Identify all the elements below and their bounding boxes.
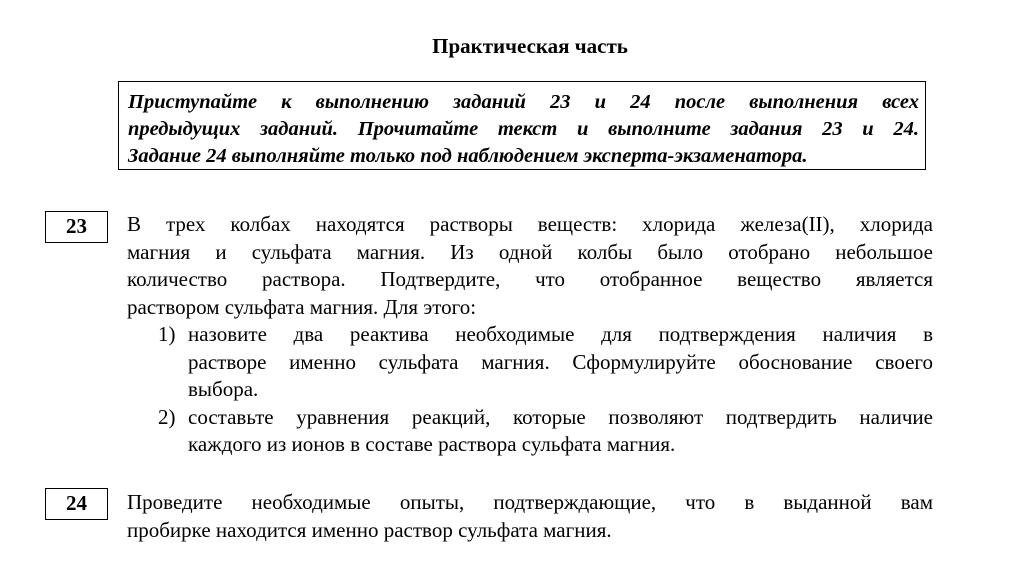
list-item-line: составьте уравнения реакций, которые позволяют подтвердить наличие (188, 404, 933, 429)
instructions-line: предыдущих заданий. Прочитайте текст и выполните задания 23 и 24. (128, 118, 919, 140)
task-23-intro-line: раствором сульфата магния. Для этого: (127, 294, 477, 319)
task-23-text (127, 211, 933, 459)
list-item-line: назовите два реактива необходимые для подтверждения наличия в (188, 322, 933, 346)
task-23-intro-line: магния и сульфата магния. Из одной колбы было отобрано небольшое (127, 239, 933, 264)
task-23-list-item-2 (127, 404, 933, 459)
list-item-line: каждого из ионов в составе раствора сульфата магния. (188, 432, 676, 456)
task-24-line: Проведите необходимые опыты, подтверждающие, что в выданной вам (127, 490, 933, 514)
task-24-text (127, 489, 933, 544)
instructions-box (118, 81, 926, 170)
instructions-line: Приступайте к выполнению заданий 23 и 24 после выполнения всех (128, 91, 919, 113)
list-marker: 1) (158, 322, 176, 346)
list-item-line: выбора. (188, 377, 259, 401)
task-23-intro-line: В трех колбах находятся растворы веществ: хлорида железа(II), хлорида (127, 212, 933, 236)
task-23-list-item-1 (127, 321, 933, 404)
list-marker: 2) (158, 404, 176, 429)
task-24-number: 24 (45, 488, 108, 520)
task-23-intro-line: количество раствора. Подтвердите, что отобранное вещество является (127, 267, 933, 291)
list-item-line: растворе именно сульфата магния. Сформулируйте обоснование своего (188, 349, 933, 374)
task-24-line: пробирке находится именно раствор сульфата магния. (127, 517, 612, 542)
instructions-line: Задание 24 выполняйте только под наблюдением эксперта-экзаменатора. (128, 145, 808, 167)
task-23-number: 23 (45, 211, 108, 243)
page-title: Практическая часть (432, 34, 628, 58)
